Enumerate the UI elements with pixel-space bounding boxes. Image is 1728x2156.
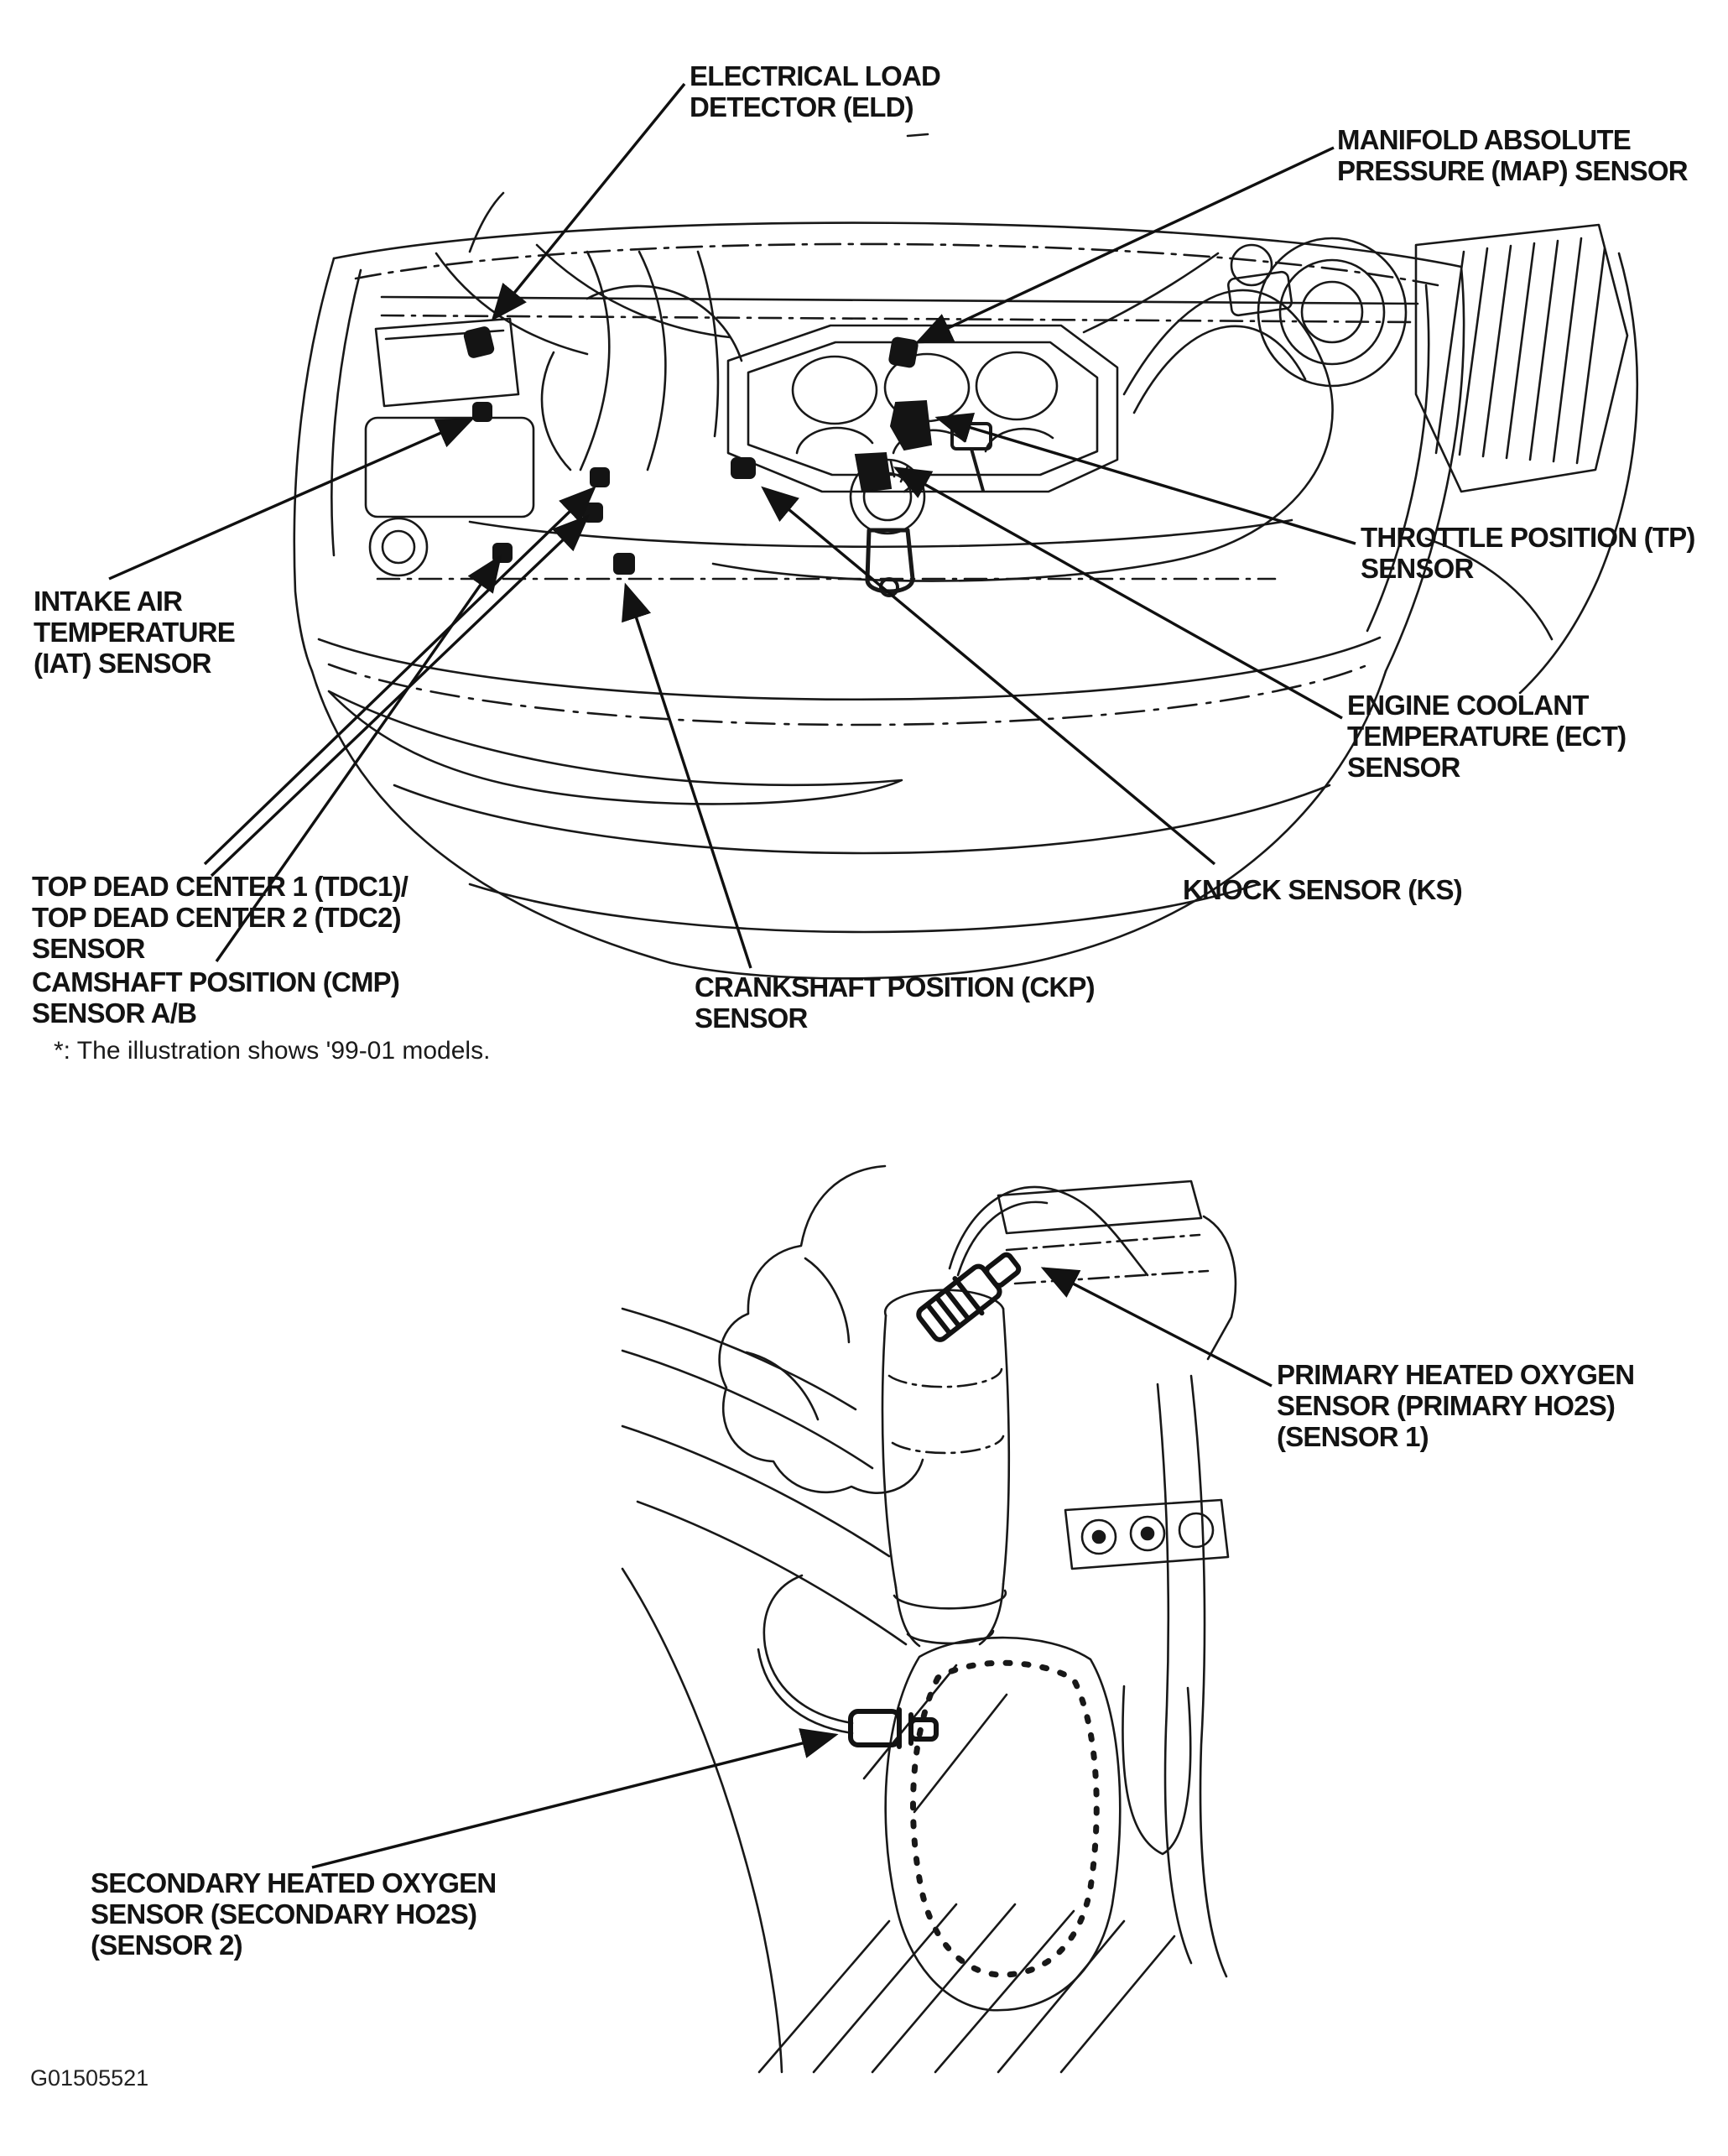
knock-sensor-icon [731, 458, 755, 478]
label-eld: ELECTRICAL LOAD DETECTOR (ELD) [690, 60, 941, 122]
ckp-sensor-icon [614, 554, 634, 574]
leader-line-iat [109, 419, 471, 579]
ect-sensor-icon [856, 453, 891, 492]
iat-sensor-icon [473, 403, 492, 421]
label-ckp: CRANKSHAFT POSITION (CKP) SENSOR [695, 971, 1095, 1034]
oxygen-sensor-markers [851, 1243, 1027, 1747]
label-cmp: CAMSHAFT POSITION (CMP) SENSOR A/B [32, 966, 400, 1029]
cmp-sensor-icon [493, 544, 512, 562]
primary-ho2s-icon [914, 1243, 1027, 1345]
figure-id: G01505521 [30, 2065, 149, 2091]
leader-line-ect [896, 468, 1342, 718]
leader-line-tdc2 [211, 517, 587, 876]
label-primary-ho2s: PRIMARY HEATED OXYGEN SENSOR (PRIMARY HO2S) (SENSOR 1) [1277, 1359, 1635, 1452]
label-ks: KNOCK SENSOR (KS) [1183, 874, 1462, 905]
label-secondary-ho2s: SECONDARY HEATED OXYGEN SENSOR (SECONDARY HO2S) (SENSOR 2) [91, 1867, 497, 1961]
footnote: *: The illustration shows '99-01 models. [54, 1037, 491, 1065]
leader-line-map [918, 148, 1334, 342]
leader-line-tp [938, 418, 1356, 544]
leader-line-tdc1 [205, 488, 594, 864]
label-tdc: TOP DEAD CENTER 1 (TDC1)/ TOP DEAD CENTER 2 (TDC2) SENSOR [32, 871, 409, 964]
eld-sensor-icon [464, 326, 495, 358]
leader-line-secondary-ho2s [312, 1735, 835, 1867]
label-ect: ENGINE COOLANT TEMPERATURE (ECT) SENSOR [1347, 690, 1627, 783]
map-sensor-icon [888, 337, 918, 368]
leader-line-eld [493, 84, 684, 319]
label-map: MANIFOLD ABSOLUTE PRESSURE (MAP) SENSOR [1337, 124, 1688, 186]
leader-line-primary-ho2s [1044, 1268, 1272, 1386]
tp-sensor-icon [891, 401, 931, 450]
tdc1-sensor-icon [591, 468, 609, 487]
label-iat: INTAKE AIR TEMPERATURE (IAT) SENSOR [34, 586, 235, 679]
label-tp: THROTTLE POSITION (TP) SENSOR [1361, 522, 1695, 584]
